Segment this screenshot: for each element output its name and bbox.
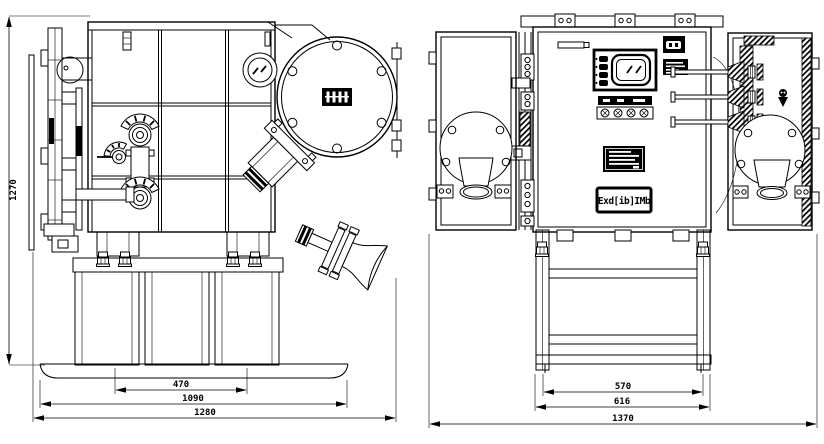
dim-inner-label: 570 [614, 382, 632, 392]
nameplate [603, 146, 645, 172]
cross-rail [549, 335, 697, 344]
small-indicator [97, 142, 127, 163]
flange-cover [277, 37, 397, 157]
cable-coupler [288, 208, 389, 292]
slot-window [558, 42, 584, 48]
hour-meter-plate [663, 36, 685, 53]
cross-rail [549, 269, 697, 278]
pressure-gauge [243, 53, 277, 87]
cable-entry-45 [230, 117, 318, 205]
trumpet-gland-right [733, 115, 810, 200]
dim-overall-label: 1280 [194, 408, 216, 418]
dim-height-label: 1270 [9, 179, 19, 201]
front-view [429, 14, 819, 428]
base-blocks [73, 258, 283, 365]
side-view [9, 16, 401, 422]
skid-runner [40, 364, 348, 378]
trumpet-gland-left [437, 112, 512, 199]
drive-arm [76, 189, 128, 200]
manufacturer-emblem [778, 89, 788, 107]
display-module [594, 50, 656, 90]
marking-text: Exd[ib]IMb [597, 196, 651, 207]
bottom-rail [536, 355, 711, 364]
display-button [599, 56, 608, 62]
dim-mid-label: 1090 [182, 394, 204, 404]
bolt-hole [333, 41, 342, 50]
hinge-assembly [29, 28, 92, 252]
marking-plate [597, 188, 651, 212]
vent-fitting [123, 32, 131, 50]
terminal-rail [510, 32, 534, 230]
dim-inner-label: 470 [172, 380, 190, 390]
button-strip [597, 107, 653, 119]
indicator-strip [598, 96, 652, 105]
mounting-brackets [97, 232, 270, 267]
gasket-hatch [520, 112, 530, 148]
dim-mid-label: 616 [613, 397, 631, 407]
dim-right-bottom [429, 234, 817, 428]
support-frame [536, 230, 712, 373]
cover-label-plate [322, 88, 352, 106]
dim-overall-label: 1370 [612, 414, 634, 424]
left-cable-chamber [429, 32, 516, 230]
operating-handle-upper [129, 124, 151, 146]
top-rail [521, 14, 723, 27]
